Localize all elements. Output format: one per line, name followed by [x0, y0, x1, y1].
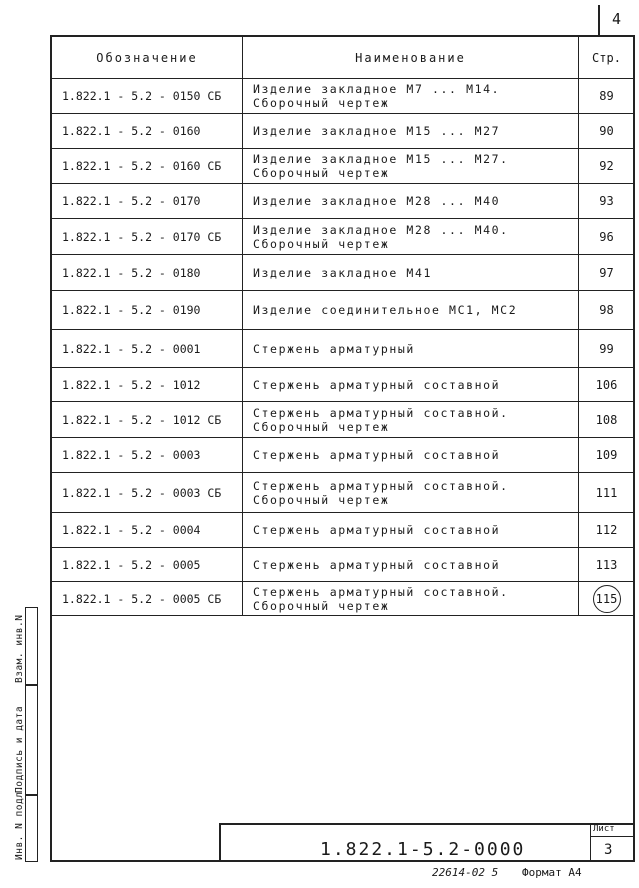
side-box-signature [25, 685, 38, 795]
row-page: 98 [579, 291, 635, 330]
row-page: 112 [579, 513, 635, 548]
row-page: 97 [579, 255, 635, 291]
table-row [52, 402, 635, 438]
row-name: Стержень арматурный составной. Сборочный чертеж [243, 402, 579, 438]
table-row [52, 79, 635, 114]
row-designation: 1.822.1 - 5.2 - 0005 [52, 548, 243, 582]
row-name: Стержень арматурный составной. Сборочный чертеж [243, 582, 579, 616]
row-designation: 1.822.1 - 5.2 - 0180 [52, 255, 243, 291]
row-designation: 1.822.1 - 5.2 - 0003 [52, 438, 243, 473]
table-row [52, 513, 635, 548]
header-page: Стр. [579, 37, 635, 79]
format-label: Формат А4 [522, 866, 582, 879]
row-page: 113 [579, 548, 635, 582]
row-name: Стержень арматурный составной [243, 513, 579, 548]
side-box-inv-original [25, 795, 38, 862]
row-name: Изделие закладное М7 ... М14. Сборочный чертеж [243, 79, 579, 114]
table-row [52, 114, 635, 149]
side-label-inv-replace: Взам. инв.N [14, 614, 25, 683]
header-name: Наименование [243, 37, 579, 79]
row-name: Стержень арматурный составной [243, 368, 579, 402]
row-page [579, 582, 635, 616]
row-page: 106 [579, 368, 635, 402]
row-name: Стержень арматурный составной [243, 438, 579, 473]
contents-table [51, 36, 635, 616]
row-name: Стержень арматурный составной. Сборочный чертеж [243, 473, 579, 513]
header-designation: Обозначение [52, 37, 243, 79]
table-row [52, 438, 635, 473]
sheet-label: Лист [593, 824, 615, 834]
row-page: 99 [579, 330, 635, 368]
side-box-inv-replace [25, 607, 38, 685]
order-number: 22614-02 5 [432, 866, 499, 879]
table-row [52, 219, 635, 255]
row-page: 89 [579, 79, 635, 114]
row-page: 109 [579, 438, 635, 473]
circled-page-number: 115 [593, 585, 621, 613]
row-name: Стержень арматурный [243, 330, 579, 368]
document-code: 1.822.1-5.2-0000 [320, 839, 526, 860]
row-designation: 1.822.1 - 5.2 - 0160 [52, 114, 243, 149]
table-row [52, 368, 635, 402]
row-designation: 1.822.1 - 5.2 - 1012 [52, 368, 243, 402]
side-label-signature-date: Подпись и дата [14, 705, 25, 793]
row-name: Изделие закладное М28 ... М40 [243, 184, 579, 219]
table-row [52, 255, 635, 291]
row-name: Изделие закладное М15 ... М27. Сборочный чертеж [243, 149, 579, 184]
row-designation: 1.822.1 - 5.2 - 1012 СБ [52, 402, 243, 438]
table-row [52, 184, 635, 219]
row-name: Стержень арматурный составной [243, 548, 579, 582]
row-page: 111 [579, 473, 635, 513]
row-designation: 1.822.1 - 5.2 - 0001 [52, 330, 243, 368]
row-name: Изделие закладное М28 ... М40. Сборочный чертеж [243, 219, 579, 255]
row-name: Изделие закладное М41 [243, 255, 579, 291]
row-page: 90 [579, 114, 635, 149]
table-row [52, 582, 635, 616]
row-name: Изделие соединительное МС1, МС2 [243, 291, 579, 330]
row-name: Изделие закладное М15 ... М27 [243, 114, 579, 149]
row-page: 93 [579, 184, 635, 219]
row-page: 96 [579, 219, 635, 255]
table-row [52, 291, 635, 330]
row-designation: 1.822.1 - 5.2 - 0004 [52, 513, 243, 548]
table-header-row [52, 37, 635, 79]
table-row [52, 473, 635, 513]
row-designation: 1.822.1 - 5.2 - 0150 СБ [52, 79, 243, 114]
sheet-number: 3 [604, 842, 613, 858]
row-designation: 1.822.1 - 5.2 - 0160 СБ [52, 149, 243, 184]
row-designation: 1.822.1 - 5.2 - 0190 [52, 291, 243, 330]
sheet-divider [590, 836, 635, 837]
table-row [52, 149, 635, 184]
row-page: 108 [579, 402, 635, 438]
table-row [52, 548, 635, 582]
row-page: 92 [579, 149, 635, 184]
page-number: 4 [612, 10, 622, 28]
row-designation: 1.822.1 - 5.2 - 0170 [52, 184, 243, 219]
side-label-inv-original: Инв. N подл. [14, 785, 25, 860]
row-designation: 1.822.1 - 5.2 - 0170 СБ [52, 219, 243, 255]
row-designation: 1.822.1 - 5.2 - 0005 СБ [52, 582, 243, 616]
table-row [52, 330, 635, 368]
row-designation: 1.822.1 - 5.2 - 0003 СБ [52, 473, 243, 513]
